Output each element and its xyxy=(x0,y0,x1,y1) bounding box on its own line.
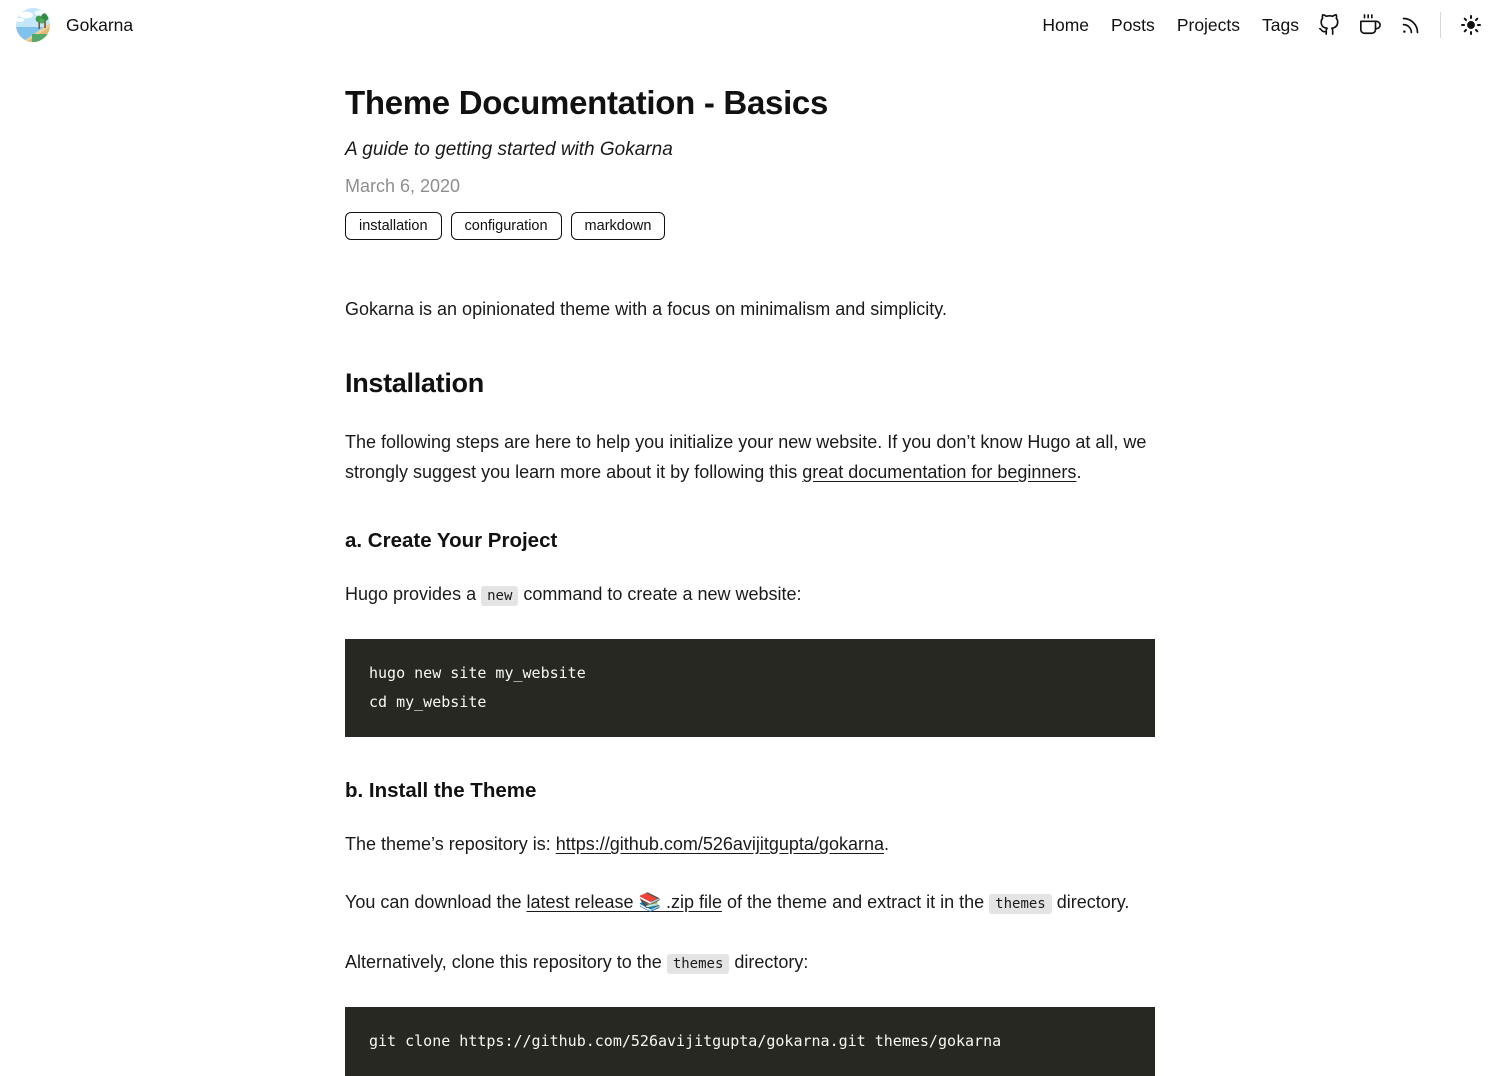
install-theme-heading: b. Install the Theme xyxy=(345,779,537,802)
create-project-text-after: command to create a new website: xyxy=(518,584,802,604)
clone-text-after: directory: xyxy=(729,952,809,972)
repo-text-before: The theme’s repository is: xyxy=(345,834,556,854)
download-text-before: You can download the xyxy=(345,892,527,912)
post-body xyxy=(345,294,1155,1076)
download-paragraph xyxy=(345,887,1155,919)
new-inline-code: new xyxy=(481,586,518,606)
installation-paragraph-period: . xyxy=(1076,462,1082,482)
installation-heading: Installation xyxy=(345,368,484,398)
nav-link-tags[interactable]: Tags xyxy=(1262,14,1299,35)
intro-paragraph: Gokarna is an opinionated theme with a focus on minimalism and simplicity. xyxy=(345,299,947,319)
coffee-icon[interactable] xyxy=(1359,14,1381,36)
post-title: Theme Documentation - Basics xyxy=(345,84,829,121)
nav-menu xyxy=(1020,12,1482,38)
latest-release-zip-link[interactable]: latest release 📚 .zip file xyxy=(526,892,722,912)
code-line: git clone https://github.com/526avijitgupta/gokarna.git themes/gokarna xyxy=(369,1032,1002,1050)
hugo-docs-link[interactable]: great documentation for beginners xyxy=(802,462,1077,482)
repo-text-period: . xyxy=(883,834,889,854)
download-text-after: directory. xyxy=(1051,892,1130,912)
code-line: hugo new site my_website xyxy=(369,664,586,682)
github-icon[interactable] xyxy=(1318,14,1340,36)
brand-home-link[interactable] xyxy=(16,8,133,42)
tag-markdown[interactable]: markdown xyxy=(571,212,666,240)
installation-paragraph xyxy=(345,427,1155,487)
create-project-text-before: Hugo provides a xyxy=(345,584,482,604)
nav-link-posts[interactable]: Posts xyxy=(1111,14,1155,35)
installation-paragraph-text: The following steps are here to help you initialize your new website. If you don’t know Hugo at all, we strongly suggest you learn more about it by following this xyxy=(345,432,1147,482)
git-clone-code-block xyxy=(345,1007,1155,1076)
download-text-mid: of the theme and extract it in the xyxy=(722,892,990,912)
tag-installation[interactable]: installation xyxy=(345,212,442,240)
clone-text-before: Alternatively, clone this repository to the xyxy=(345,952,667,972)
brand-name[interactable]: Gokarna xyxy=(66,14,134,35)
rss-icon[interactable] xyxy=(1400,15,1421,36)
post-page xyxy=(345,50,1155,1076)
tag-list xyxy=(345,212,1155,240)
nav-link-home[interactable]: Home xyxy=(1042,14,1090,35)
site-logo-beach-icon xyxy=(16,8,50,42)
nav-divider xyxy=(1440,12,1441,38)
post-subtitle: A guide to getting started with Gokarna xyxy=(345,139,673,160)
nav-link-projects[interactable]: Projects xyxy=(1176,14,1241,35)
repo-url-link[interactable]: https://github.com/526avijitgupta/gokarna xyxy=(555,834,884,854)
themes-inline-code: themes xyxy=(667,954,730,974)
repo-paragraph xyxy=(345,829,1155,859)
create-project-paragraph xyxy=(345,579,1155,611)
sun-theme-toggle-icon[interactable] xyxy=(1460,14,1482,36)
hugo-new-site-code-block xyxy=(345,639,1155,737)
themes-inline-code: themes xyxy=(989,894,1052,914)
tag-configuration[interactable]: configuration xyxy=(451,212,562,240)
navbar xyxy=(0,0,1500,50)
code-line: cd my_website xyxy=(369,693,487,711)
post-date: March 6, 2020 xyxy=(345,176,461,196)
clone-paragraph xyxy=(345,947,1155,979)
create-project-heading: a. Create Your Project xyxy=(345,529,558,552)
